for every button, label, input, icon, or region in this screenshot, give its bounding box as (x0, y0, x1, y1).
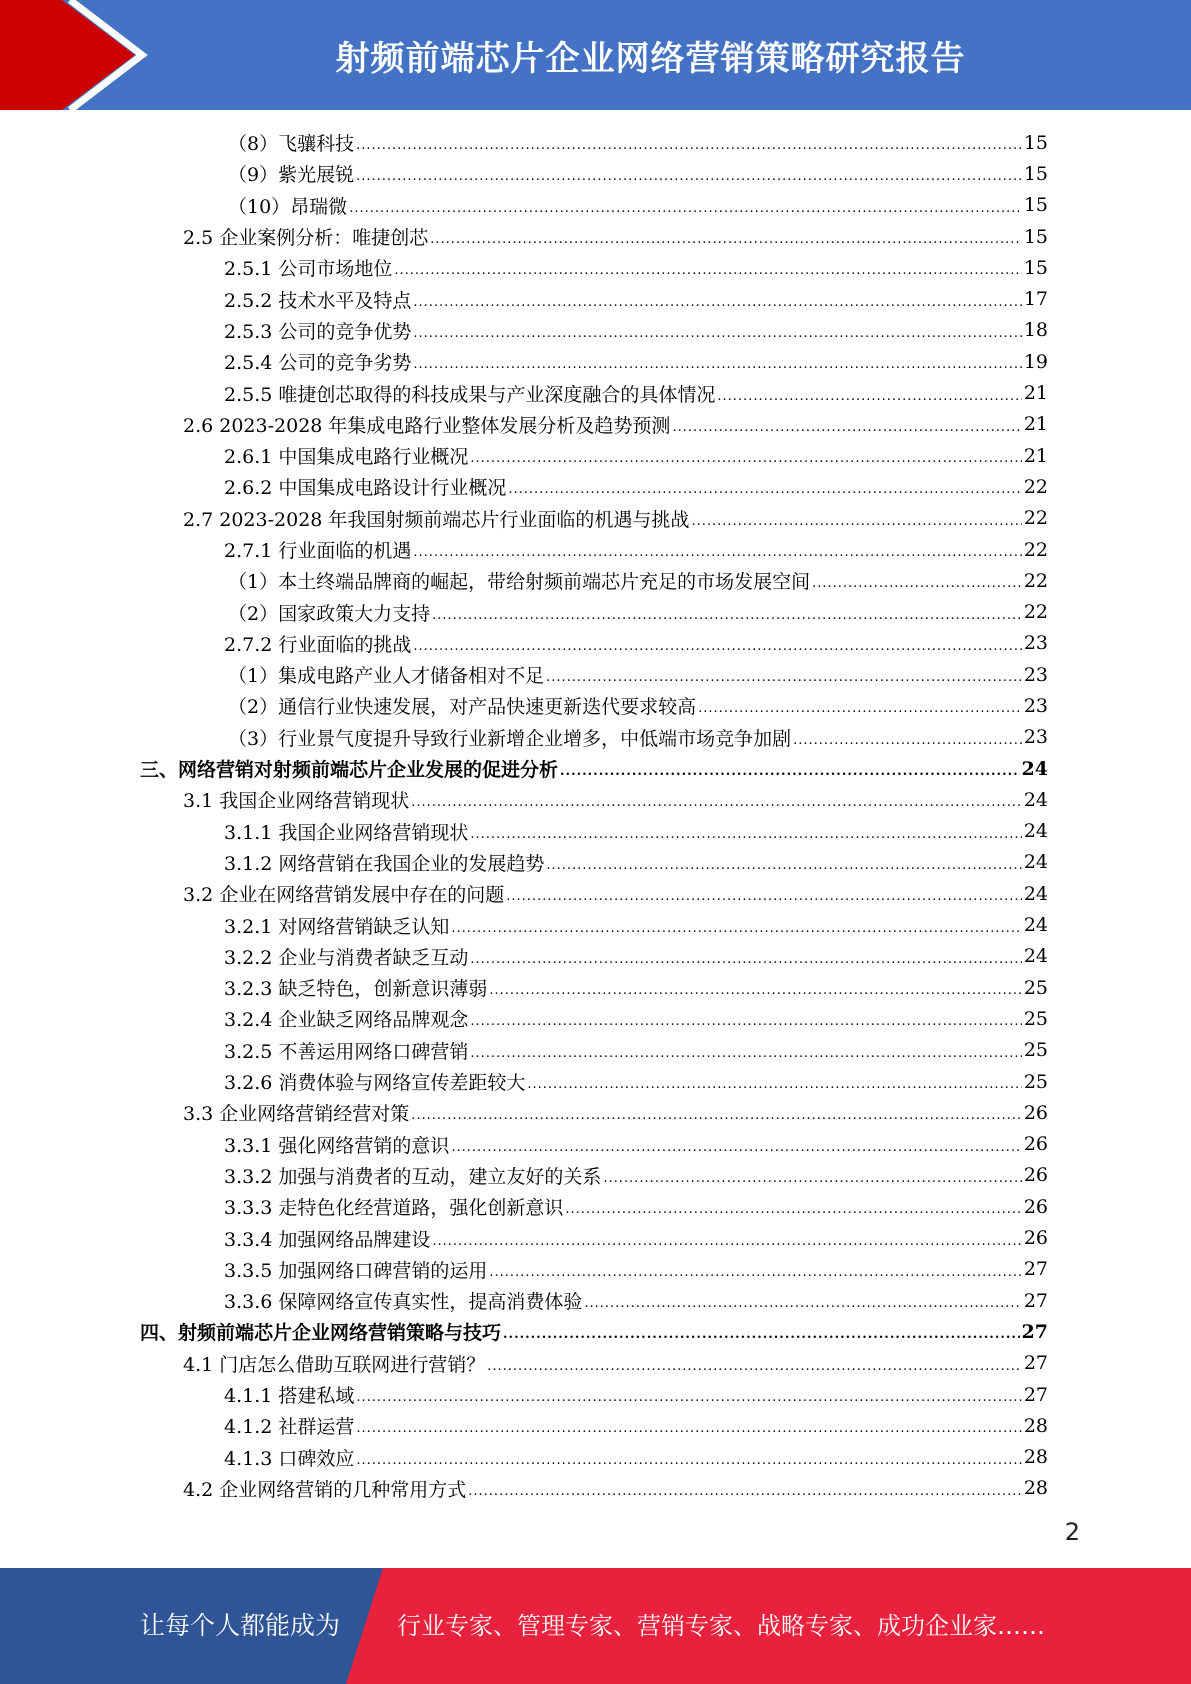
page-number: 2 (1064, 1518, 1080, 1546)
toc-entry-page: 27 (1021, 1320, 1048, 1343)
toc-dot-leader (470, 451, 1021, 466)
table-of-contents (140, 127, 1048, 1504)
toc-entry-label: （3）行业景气度提升导致行业新增企业增多，中低端市场竞争加剧 (228, 727, 792, 750)
toc-dot-leader (489, 983, 1021, 998)
toc-entry-label: 3.3.6 保障网络宣传真实性，提高消费体验 (224, 1291, 583, 1314)
toc-entry-label: 3.1.2 网络营销在我国企业的发展趋势 (224, 852, 545, 875)
toc-entry-label: 3.2.6 消费体验与网络宣传差距较大 (224, 1072, 526, 1095)
toc-entry-label: 2.6 2023-2028 年集成电路行业整体发展分析及趋势预测 (183, 414, 671, 437)
toc-entry[interactable] (140, 1285, 1048, 1316)
toc-entry-label: 2.5 企业案例分析：唯捷创芯 (183, 227, 429, 250)
page-footer (0, 1568, 1191, 1684)
toc-entry-label: 2.5.1 公司市场地位 (224, 258, 393, 281)
toc-dot-leader (506, 889, 1022, 904)
toc-entry[interactable] (140, 878, 1048, 909)
toc-dot-leader (812, 576, 1022, 591)
toc-entry-label: （2）通信行业快速发展，对产品快速更新迭代要求较高 (228, 696, 697, 719)
toc-entry-page: 18 (1023, 319, 1048, 342)
toc-dot-leader (413, 545, 1021, 560)
toc-entry-page: 15 (1023, 162, 1048, 185)
header-red-arrow-decoration (0, 0, 150, 110)
toc-entry-label: 4.1.3 口碑效应 (224, 1447, 355, 1470)
toc-entry-page: 25 (1023, 976, 1048, 999)
toc-dot-leader (411, 795, 1022, 810)
toc-dot-leader (356, 138, 1022, 153)
footer-slogan-left: 让每个人都能成为 (140, 1611, 341, 1640)
toc-dot-leader (527, 1077, 1021, 1092)
toc-entry[interactable] (140, 628, 1048, 659)
toc-entry[interactable] (140, 377, 1048, 408)
toc-entry-label: 3.3.5 加强网络口碑营销的运用 (224, 1259, 488, 1282)
toc-entry[interactable] (140, 534, 1048, 565)
toc-entry-page: 26 (1023, 1133, 1048, 1156)
toc-entry-label: 2.5.5 唯捷创芯取得的科技成果与产业深度融合的具体情况 (224, 383, 716, 406)
toc-entry-label: 4.1.2 社群运营 (224, 1416, 355, 1439)
toc-entry[interactable] (140, 1191, 1048, 1222)
toc-entry[interactable] (140, 1410, 1048, 1441)
toc-entry[interactable] (140, 252, 1048, 283)
toc-entry-label: （10）昂瑞微 (228, 195, 348, 218)
toc-entry[interactable] (140, 221, 1048, 252)
toc-dot-leader (487, 1359, 1022, 1374)
toc-entry-page: 22 (1023, 507, 1048, 530)
toc-entry[interactable] (140, 1254, 1048, 1285)
toc-dot-leader (356, 1453, 1021, 1468)
toc-entry-page: 21 (1023, 413, 1048, 436)
toc-entry[interactable] (140, 471, 1048, 502)
toc-entry[interactable] (140, 1129, 1048, 1160)
toc-dot-leader (430, 232, 1022, 247)
toc-entry-page: 27 (1023, 1352, 1048, 1375)
toc-entry[interactable] (140, 784, 1048, 815)
toc-entry-page: 26 (1023, 1101, 1048, 1124)
toc-entry[interactable] (140, 659, 1048, 690)
toc-entry-page: 24 (1023, 882, 1048, 905)
toc-dot-leader (413, 326, 1021, 341)
toc-entry[interactable] (140, 1035, 1048, 1066)
toc-entry-page: 23 (1023, 726, 1048, 749)
toc-entry-page: 28 (1023, 1414, 1048, 1437)
toc-entry[interactable] (140, 158, 1048, 189)
toc-entry-page: 26 (1023, 1195, 1048, 1218)
toc-dot-leader (698, 701, 1022, 716)
toc-dot-leader (793, 733, 1022, 748)
toc-dot-leader (356, 1421, 1021, 1436)
toc-entry-label: （1）本土终端品牌商的崛起，带给射频前端芯片充足的市场发展空间 (228, 571, 811, 594)
toc-entry[interactable] (140, 1441, 1048, 1472)
toc-entry-page: 27 (1023, 1289, 1048, 1312)
toc-entry-label: 3.3 企业网络营销经营对策 (183, 1103, 410, 1126)
toc-dot-leader (356, 1390, 1021, 1405)
toc-entry-page: 24 (1021, 757, 1048, 780)
toc-entry-page: 24 (1023, 945, 1048, 968)
toc-entry[interactable] (140, 847, 1048, 878)
toc-entry-page: 25 (1023, 1007, 1048, 1030)
toc-dot-leader (468, 1484, 1022, 1499)
page-header (0, 0, 1191, 110)
toc-entry-label: 3.2.3 缺乏特色，创新意识薄弱 (224, 978, 488, 1001)
toc-entry[interactable] (140, 1316, 1048, 1347)
toc-dot-leader (451, 1140, 1021, 1155)
toc-entry[interactable] (140, 127, 1048, 158)
toc-entry-page: 24 (1023, 851, 1048, 874)
toc-entry[interactable] (140, 1003, 1048, 1034)
toc-dot-leader (470, 827, 1021, 842)
toc-entry-label: 3.1 我国企业网络营销现状 (183, 790, 410, 813)
toc-entry-page: 23 (1023, 694, 1048, 717)
toc-entry-label: 四、射频前端芯片企业网络营销策略与技巧 (140, 1322, 502, 1345)
toc-entry[interactable] (140, 283, 1048, 314)
toc-entry[interactable] (140, 1066, 1048, 1097)
toc-entry-label: 3.1.1 我国企业网络营销现状 (224, 821, 469, 844)
toc-entry-page: 26 (1023, 1227, 1048, 1250)
toc-dot-leader (470, 952, 1021, 967)
toc-dot-leader (546, 670, 1022, 685)
footer-slogan-right: 行业专家、管理专家、营销专家、战略专家、成功企业家…… (397, 1612, 1045, 1640)
toc-entry-label: 3.3.1 强化网络营销的意识 (224, 1134, 450, 1157)
toc-entry-page: 21 (1023, 382, 1048, 405)
toc-dot-leader (432, 1234, 1021, 1249)
toc-entry-label: 2.5.4 公司的竞争劣势 (224, 352, 412, 375)
toc-entry-page: 24 (1023, 914, 1048, 937)
toc-dot-leader (503, 1327, 1020, 1342)
toc-entry-label: 2.5.3 公司的竞争优势 (224, 320, 412, 343)
toc-entry-label: 3.3.3 走特色化经营道路，强化创新意识 (224, 1197, 564, 1220)
toc-entry-page: 15 (1023, 131, 1048, 154)
toc-entry-page: 22 (1023, 538, 1048, 561)
toc-entry[interactable] (140, 440, 1048, 471)
toc-dot-leader (413, 639, 1021, 654)
toc-entry[interactable] (140, 315, 1048, 346)
toc-entry-label: 2.5.2 技术水平及特点 (224, 289, 412, 312)
toc-dot-leader (603, 1171, 1021, 1186)
toc-entry-page: 15 (1023, 256, 1048, 279)
toc-dot-leader (560, 764, 1020, 779)
toc-entry[interactable] (140, 346, 1048, 377)
toc-entry-label: 三、网络营销对射频前端芯片企业发展的促进分析 (140, 759, 559, 782)
toc-entry[interactable] (140, 1097, 1048, 1128)
toc-entry-label: 4.1 门店怎么借助互联网进行营销？ (183, 1353, 486, 1376)
toc-entry-label: （9）紫光展锐 (228, 164, 355, 187)
toc-entry-page: 17 (1023, 288, 1048, 311)
toc-entry-page: 24 (1023, 788, 1048, 811)
toc-dot-leader (413, 295, 1021, 310)
toc-entry-label: （8）飞骧科技 (228, 133, 355, 156)
toc-entry-label: 2.7 2023-2028 年我国射频前端芯片行业面临的机遇与挑战 (183, 508, 690, 531)
toc-entry-label: 3.3.4 加强网络品牌建设 (224, 1228, 431, 1251)
toc-entry-page: 22 (1023, 601, 1048, 624)
toc-dot-leader (717, 389, 1021, 404)
toc-entry[interactable] (140, 1473, 1048, 1504)
toc-dot-leader (356, 169, 1022, 184)
toc-entry[interactable] (140, 816, 1048, 847)
toc-entry[interactable] (140, 753, 1048, 784)
toc-entry[interactable] (140, 941, 1048, 972)
toc-entry-label: 4.2 企业网络营销的几种常用方式 (183, 1478, 467, 1501)
toc-entry-label: 2.6.1 中国集成电路行业概况 (224, 446, 469, 469)
toc-dot-leader (413, 357, 1021, 372)
toc-entry-page: 21 (1023, 444, 1048, 467)
toc-entry-label: 4.1.1 搭建私域 (224, 1385, 355, 1408)
toc-dot-leader (672, 420, 1021, 435)
toc-entry[interactable] (140, 565, 1048, 596)
toc-entry-page: 28 (1023, 1477, 1048, 1500)
toc-entry[interactable] (140, 1348, 1048, 1379)
toc-entry-page: 24 (1023, 820, 1048, 843)
toc-entry[interactable] (140, 503, 1048, 534)
toc-dot-leader (349, 201, 1022, 216)
toc-dot-leader (432, 608, 1022, 623)
toc-entry-page: 22 (1023, 475, 1048, 498)
toc-entry-page: 19 (1023, 350, 1048, 373)
toc-entry[interactable] (140, 909, 1048, 940)
toc-entry-page: 25 (1023, 1039, 1048, 1062)
toc-entry-page: 23 (1023, 663, 1048, 686)
toc-entry-label: 2.7.1 行业面临的机遇 (224, 540, 412, 562)
toc-entry-label: （1）集成电路产业人才储备相对不足 (228, 665, 545, 688)
toc-entry[interactable] (140, 722, 1048, 753)
toc-entry[interactable] (140, 409, 1048, 440)
toc-dot-leader (470, 1046, 1021, 1061)
toc-dot-leader (508, 482, 1021, 497)
toc-dot-leader (451, 921, 1021, 936)
toc-dot-leader (546, 858, 1021, 873)
toc-entry-label: 3.3.2 加强与消费者的互动，建立友好的关系 (224, 1165, 602, 1188)
toc-dot-leader (565, 1202, 1021, 1217)
toc-dot-leader (394, 263, 1021, 278)
toc-entry-label: 3.2.2 企业与消费者缺乏互动 (224, 946, 469, 969)
toc-dot-leader (489, 1265, 1021, 1280)
toc-entry-page: 25 (1023, 1070, 1048, 1093)
toc-entry-label: 3.2.5 不善运用网络口碑营销 (224, 1040, 469, 1063)
toc-entry[interactable] (140, 690, 1048, 721)
toc-entry-label: （2）国家政策大力支持 (228, 602, 431, 625)
toc-dot-leader (691, 514, 1021, 529)
toc-entry-label: 2.7.2 行业面临的挑战 (224, 633, 412, 656)
toc-entry[interactable] (140, 1379, 1048, 1410)
toc-entry[interactable] (140, 1160, 1048, 1191)
toc-entry-page: 27 (1023, 1258, 1048, 1281)
toc-entry-page: 15 (1023, 194, 1048, 217)
toc-dot-leader (411, 1108, 1022, 1123)
toc-entry-page: 22 (1023, 569, 1048, 592)
toc-entry[interactable] (140, 972, 1048, 1003)
toc-entry-label: 3.2.4 企业缺乏网络品牌观念 (224, 1009, 469, 1032)
toc-entry-page: 15 (1023, 225, 1048, 248)
toc-entry[interactable] (140, 596, 1048, 627)
toc-entry-page: 28 (1023, 1446, 1048, 1469)
toc-entry[interactable] (140, 190, 1048, 221)
toc-entry[interactable] (140, 1222, 1048, 1253)
toc-entry-page: 27 (1023, 1383, 1048, 1406)
toc-dot-leader (584, 1296, 1021, 1311)
toc-entry-label: 3.2 企业在网络营销发展中存在的问题 (183, 884, 505, 907)
toc-entry-page: 26 (1023, 1164, 1048, 1187)
toc-entry-label: 3.2.1 对网络营销缺乏认知 (224, 915, 450, 938)
toc-entry-label: 2.6.2 中国集成电路设计行业概况 (224, 477, 507, 500)
toc-dot-leader (470, 1014, 1021, 1029)
report-title: 射频前端芯片企业网络营销策略研究报告 (335, 38, 966, 79)
toc-entry-page: 23 (1023, 632, 1048, 655)
